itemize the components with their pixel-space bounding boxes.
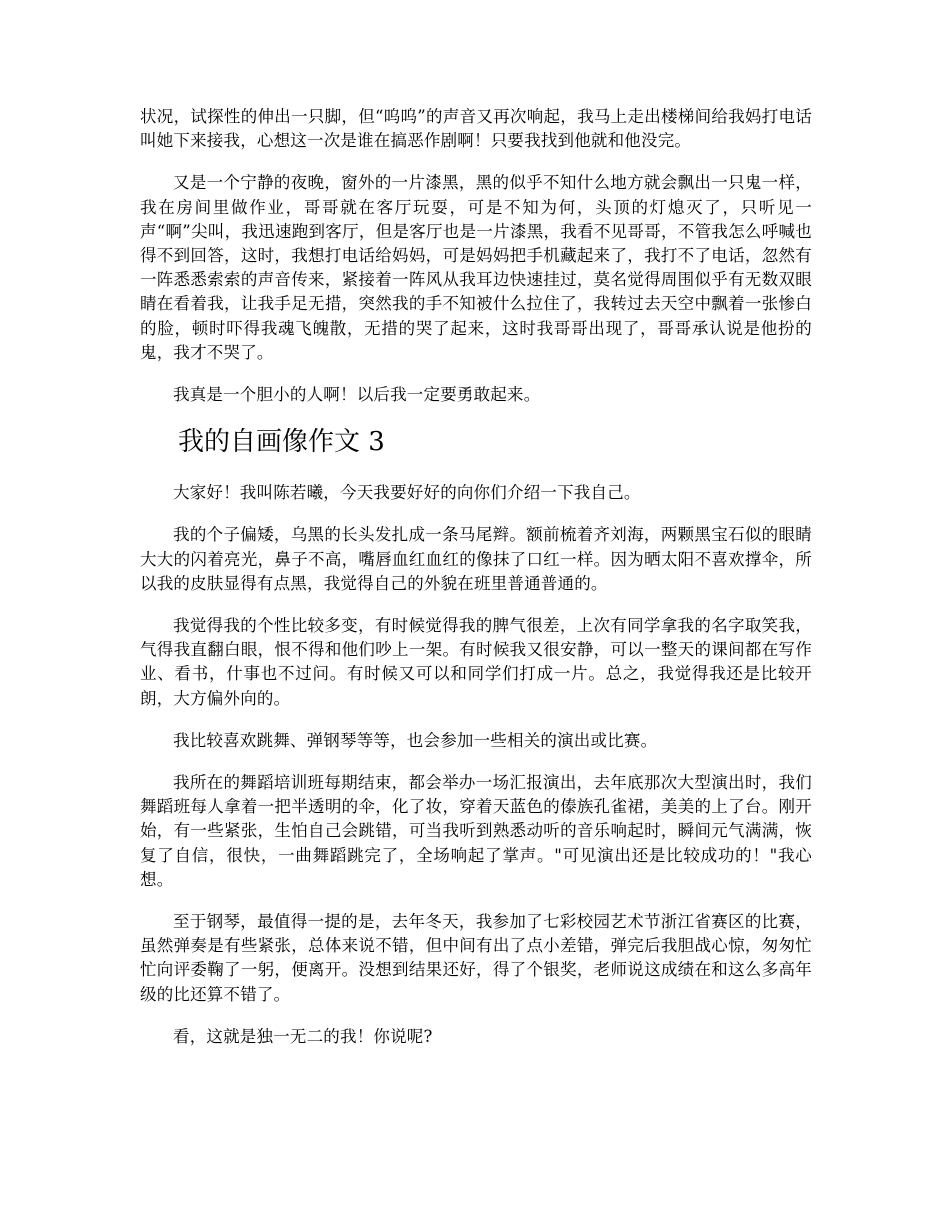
essay-heading: 我的自画像作文 3: [178, 427, 385, 458]
paragraph-continuation: 状况，试探性的伸出一只脚，但“呜呜”的声音又再次响起，我马上走出楼梯间给我妈打电话叫她下来接我，心想这一次是谁在搞恶作剧啊！只要我找到他就和他没完。: [140, 107, 812, 151]
paragraph-intro: 大家好！我叫陈若曦，今天我要好好的向你们介绍一下我自己。: [173, 483, 641, 503]
paragraph-closing: 看，这就是独一无二的我！你说呢?: [173, 1026, 433, 1046]
paragraph-conclusion: 我真是一个胆小的人啊！以后我一定要勇敢起来。: [173, 385, 541, 405]
paragraph-hobbies: 我比较喜欢跳舞、弹钢琴等等，也会参加一些相关的演出或比赛。: [173, 730, 658, 750]
paragraph-dance: 我所在的舞蹈培训班每期结束，都会举办一场汇报演出，去年底那次大型演出时，我们舞蹈班每人拿着一把半透明的伞，化了妆，穿着天蓝色的傣族孔雀裙，美美的上了台。刚开始，有一些紧张，生怕自己会跳错，可当我听到熟悉动听的音乐响起时，瞬间元气满满，恢复了自信，很快，一曲舞蹈跳完了，全场响起了掌声。"可见演出还是比较成功的！"我心想。: [140, 773, 812, 889]
paragraph-night-story: 又是一个宁静的夜晚，窗外的一片漆黑，黑的似乎不知什么地方就会飘出一只鬼一样，我在房间里做作业，哥哥就在客厅玩耍，可是不知为何，头顶的灯熄灭了，只听见一声“啊”尖叫，我迅速跑到客厅，但是客厅也是一片漆黑，我看不见哥哥，不管我怎么呼喊也得不到回答，这时，我想打电话给妈妈，可是妈妈把手机藏起来了，我打不了电话，忽然有一阵悉悉索索的声音传来，紧接着一阵风从我耳边快速挂过，莫名觉得周围似乎有无数双眼睛在看着我，让我手足无措，突然我的手不知被什么拉住了，我转过去天空中飘着一张惨白的脸，顿时吓得我魂飞魄散，无措的哭了起来，这时我哥哥出现了，哥哥承认说是他扮的鬼，我才不哭了。: [140, 173, 812, 362]
paragraph-personality: 我觉得我的个性比较多变，有时候觉得我的脾气很差，上次有同学拿我的名字取笑我，气得我直翻白眼，恨不得和他们吵上一架。有时候我又很安静，可以一整天的课间都在写作业、看书，什事也不过问。有时候又可以和同学们打成一片。总之，我觉得我还是比较开朗，大方偏外向的。: [140, 616, 812, 708]
document-page: [140, 105, 812, 1067]
paragraph-appearance: 我的个子偏矮，乌黑的长头发扎成一条马尾辫。额前梳着齐刘海，两颗黑宝石似的眼睛大大的闪着亮光，鼻子不高，嘴唇血红血红的像抹了口红一样。因为晒太阳不喜欢撑伞，所以我的皮肤显得有点黑，我觉得自己的外貌在班里普通普通的。: [140, 525, 812, 593]
paragraph-piano: 至于钢琴，最值得一提的是，去年冬天，我参加了七彩校园艺术节浙江省赛区的比赛，虽然弹奏是有些紧张，总体来说不错，但中间有出了点小差错，弹完后我胆战心惊，匆匆忙忙向评委鞠了一躬，便离开。没想到结果还好，得了个银奖，老师说这成绩在和这么多高年级的比还算不错了。: [140, 912, 812, 1004]
